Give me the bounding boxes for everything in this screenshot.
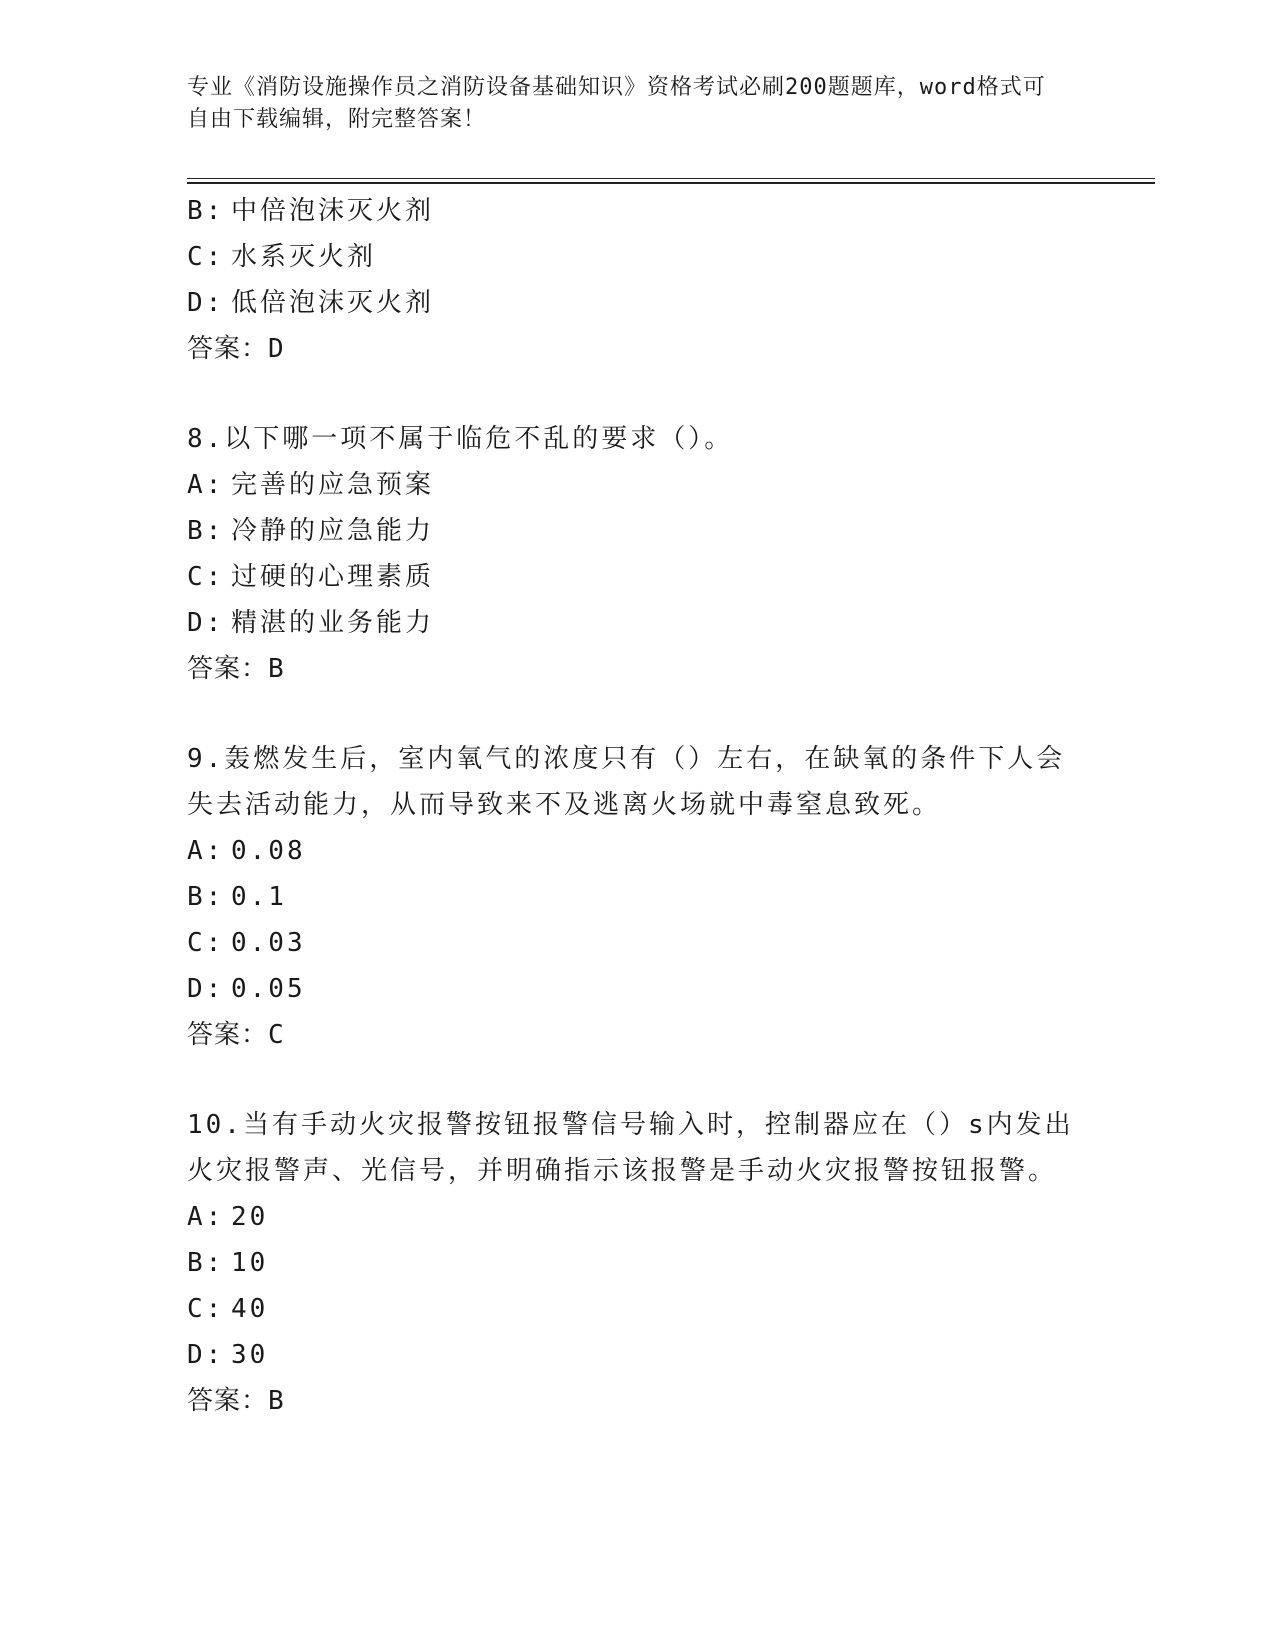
answer-line: 答案：B xyxy=(187,654,285,684)
option-c xyxy=(187,234,1087,280)
option-text: 20 xyxy=(231,1202,269,1232)
option-c xyxy=(187,920,1087,966)
option-text: 精湛的业务能力 xyxy=(231,608,435,638)
option-text: 中倍泡沫灭火剂 xyxy=(231,196,435,226)
option-a xyxy=(187,462,1087,508)
option-key: D: xyxy=(187,608,225,638)
option-c xyxy=(187,554,1087,600)
option-d xyxy=(187,1332,1087,1378)
question-9 xyxy=(187,736,1087,1058)
option-key: B: xyxy=(187,882,225,912)
option-c xyxy=(187,1286,1087,1332)
header-divider-bottom xyxy=(187,182,1155,184)
option-d xyxy=(187,600,1087,646)
option-text: 0.05 xyxy=(231,974,306,1004)
option-key: D: xyxy=(187,288,225,318)
option-key: A: xyxy=(187,1202,225,1232)
answer-line: 答案：D xyxy=(187,334,285,364)
option-key: C: xyxy=(187,928,225,958)
option-b xyxy=(187,1240,1087,1286)
option-text: 0.03 xyxy=(231,928,306,958)
option-b xyxy=(187,188,1087,234)
answer-line: 答案：C xyxy=(187,1020,285,1050)
option-text: 水系灭火剂 xyxy=(231,242,377,272)
option-text: 0.1 xyxy=(231,882,287,912)
option-key: C: xyxy=(187,1294,225,1324)
option-key: B: xyxy=(187,1248,225,1278)
question-10 xyxy=(187,1102,1087,1424)
answer-line: 答案：B xyxy=(187,1386,285,1416)
option-key: A: xyxy=(187,836,225,866)
option-b xyxy=(187,874,1087,920)
option-key: C: xyxy=(187,562,225,592)
option-text: 冷静的应急能力 xyxy=(231,516,435,546)
question-8 xyxy=(187,416,1087,692)
option-text: 40 xyxy=(231,1294,269,1324)
option-text: 30 xyxy=(231,1340,269,1370)
question-text: 8.以下哪一项不属于临危不乱的要求（）。 xyxy=(187,424,734,454)
option-b xyxy=(187,508,1087,554)
option-a xyxy=(187,828,1087,874)
question-text: 9.轰燃发生后，室内氧气的浓度只有（）左右，在缺氧的条件下人会失去活动能力，从而导致来不及逃离火场就中毒窒息致死。 xyxy=(187,744,1066,820)
option-text: 0.08 xyxy=(231,836,306,866)
option-text: 完善的应急预案 xyxy=(231,470,435,500)
option-d xyxy=(187,966,1087,1012)
question-list xyxy=(187,188,1087,1424)
document-header: 专业《消防设施操作员之消防设备基础知识》资格考试必刷200题题库，word格式可自由下载编辑，附完整答案！ xyxy=(187,75,1046,132)
option-key: D: xyxy=(187,1340,225,1370)
option-key: B: xyxy=(187,516,225,546)
question-text: 10.当有手动火灾报警按钮报警信号输入时，控制器应在（）s内发出火灾报警声、光信号，并明确指示该报警是手动火灾报警按钮报警。 xyxy=(187,1110,1074,1186)
option-key: D: xyxy=(187,974,225,1004)
option-text: 10 xyxy=(231,1248,269,1278)
option-key: C: xyxy=(187,242,225,272)
option-d xyxy=(187,280,1087,326)
option-key: B: xyxy=(187,196,225,226)
previous-question-tail xyxy=(187,188,1087,372)
option-a xyxy=(187,1194,1087,1240)
option-key: A: xyxy=(187,470,225,500)
option-text: 低倍泡沫灭火剂 xyxy=(231,288,435,318)
header-divider-top xyxy=(187,178,1155,179)
option-text: 过硬的心理素质 xyxy=(231,562,435,592)
